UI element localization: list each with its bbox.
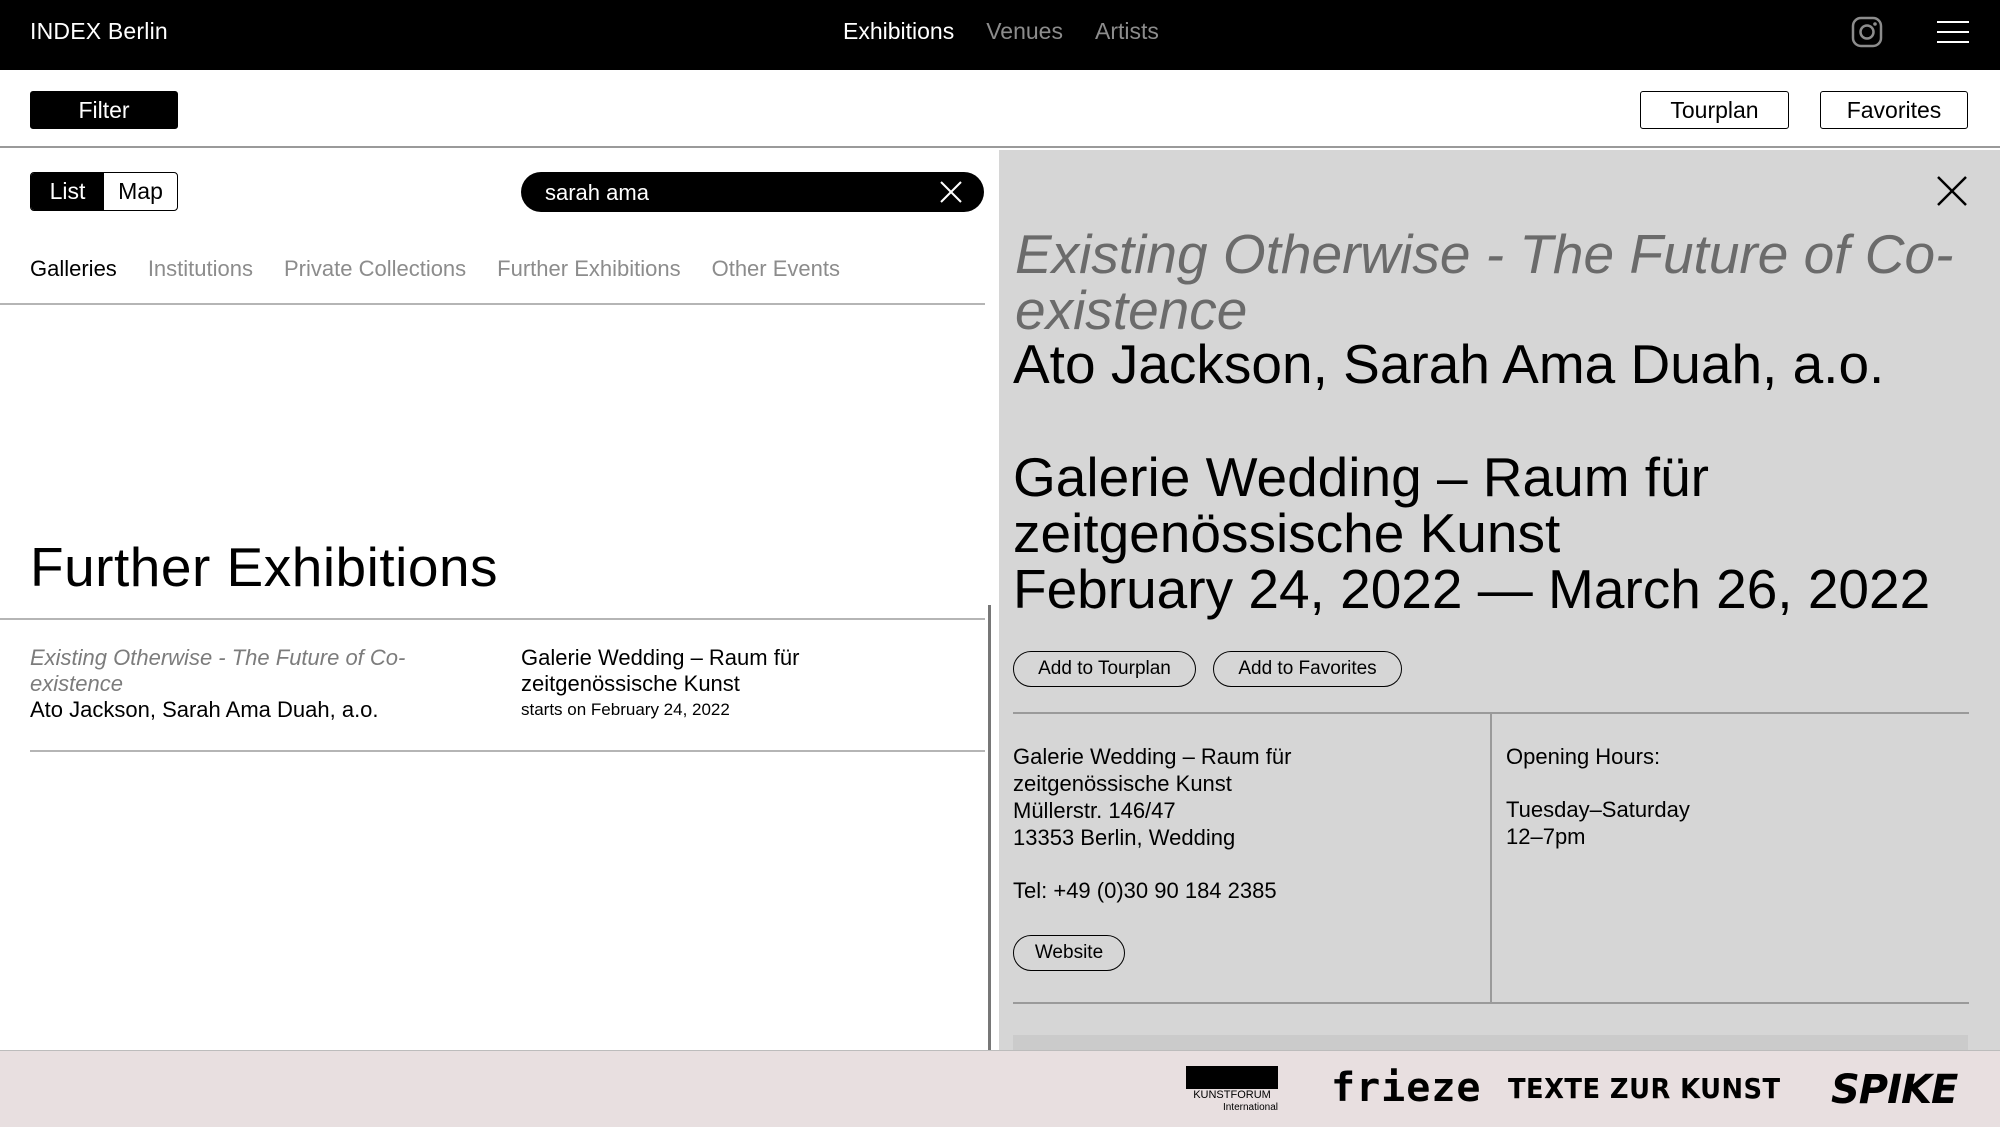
main-nav <box>843 18 1159 45</box>
tab-private-collections[interactable]: Private Collections <box>283 256 467 281</box>
exhibition-venue: Galerie Wedding – Raum für zeitgenössische Kunst <box>521 645 800 696</box>
opening-hours-time: 12–7pm <box>1506 824 1586 849</box>
frieze-logo[interactable]: frieze <box>1331 1065 1482 1111</box>
top-navigation-bar <box>0 0 2000 70</box>
nav-venues[interactable]: Venues <box>986 18 1063 44</box>
detail-artists: Ato Jackson, Sarah Ama Duah, a.o. <box>1013 333 1885 395</box>
info-column-divider <box>1490 713 1492 1004</box>
opening-hours <box>1506 743 1690 850</box>
favorites-button[interactable]: Favorites <box>1820 91 1968 129</box>
close-icon[interactable] <box>1935 174 1969 208</box>
detail-venue[interactable]: Galerie Wedding – Raum für zeitgenössische Kunst <box>1013 446 1709 564</box>
tab-further-exhibitions[interactable]: Further Exhibitions <box>497 256 681 281</box>
site-logo[interactable]: INDEX Berlin <box>30 18 168 44</box>
exhibition-artists: Ato Jackson, Sarah Ama Duah, a.o. <box>30 697 379 722</box>
texte-zur-kunst-logo[interactable]: TEXTE ZUR KUNST <box>1508 1072 1781 1105</box>
detail-dates: February 24, 2022 — March 26, 2022 <box>1013 558 1931 620</box>
nav-exhibitions[interactable]: Exhibitions <box>843 18 955 44</box>
tab-galleries[interactable]: Galleries <box>30 256 117 281</box>
scrollbar[interactable] <box>988 605 991 1052</box>
venue-telephone[interactable]: Tel: +49 (0)30 90 184 2385 <box>1013 878 1277 903</box>
detail-title: Existing Otherwise - The Future of Co-existence <box>1015 223 1954 341</box>
instagram-icon[interactable] <box>1851 16 1883 48</box>
toolbar <box>0 70 2000 148</box>
tab-other-events[interactable]: Other Events <box>711 256 840 281</box>
list-item[interactable] <box>30 645 980 745</box>
add-to-tourplan-button[interactable]: Add to Tourplan <box>1013 651 1196 687</box>
tabs-divider <box>0 303 985 305</box>
filter-button[interactable]: Filter <box>30 91 178 129</box>
website-button[interactable]: Website <box>1013 935 1125 971</box>
list-view-option[interactable]: List <box>31 173 104 210</box>
add-to-favorites-button[interactable]: Add to Favorites <box>1213 651 1402 687</box>
results-panel <box>0 148 990 1050</box>
address-city: 13353 Berlin, Wedding <box>1013 825 1236 850</box>
kunstforum-logo[interactable]: KUNSTFORUM International <box>1186 1066 1278 1116</box>
opening-hours-days: Tuesday–Saturday <box>1506 797 1690 822</box>
exhibition-title: Existing Otherwise - The Future of Co-existence <box>30 645 406 696</box>
category-tabs <box>30 256 840 282</box>
item-divider <box>30 750 985 752</box>
section-title: Further Exhibitions <box>30 536 499 598</box>
venue-address <box>1013 743 1373 904</box>
info-bottom-divider <box>1013 1002 1969 1004</box>
view-toggle <box>30 172 178 211</box>
exhibition-detail-panel <box>999 150 2000 1050</box>
opening-hours-label: Opening Hours: <box>1506 744 1661 769</box>
map-view-option[interactable]: Map <box>118 178 163 204</box>
search-field[interactable] <box>521 172 984 212</box>
hamburger-menu-icon[interactable] <box>1937 17 1969 47</box>
tab-institutions[interactable]: Institutions <box>147 256 253 281</box>
nav-artists[interactable]: Artists <box>1094 18 1159 44</box>
next-section-strip <box>1013 1035 1968 1050</box>
address-street: Müllerstr. 146/47 <box>1013 798 1176 823</box>
tourplan-button[interactable]: Tourplan <box>1640 91 1789 129</box>
address-venue-name: Galerie Wedding – Raum für zeitgenössische Kunst <box>1013 744 1292 796</box>
section-divider <box>0 618 985 620</box>
exhibition-date: starts on February 24, 2022 <box>521 700 730 719</box>
search-input-value[interactable]: sarah ama <box>545 180 649 205</box>
partner-footer <box>0 1050 2000 1127</box>
clear-search-icon[interactable] <box>937 178 965 206</box>
spike-logo[interactable]: SPIKE <box>1831 1067 1958 1113</box>
